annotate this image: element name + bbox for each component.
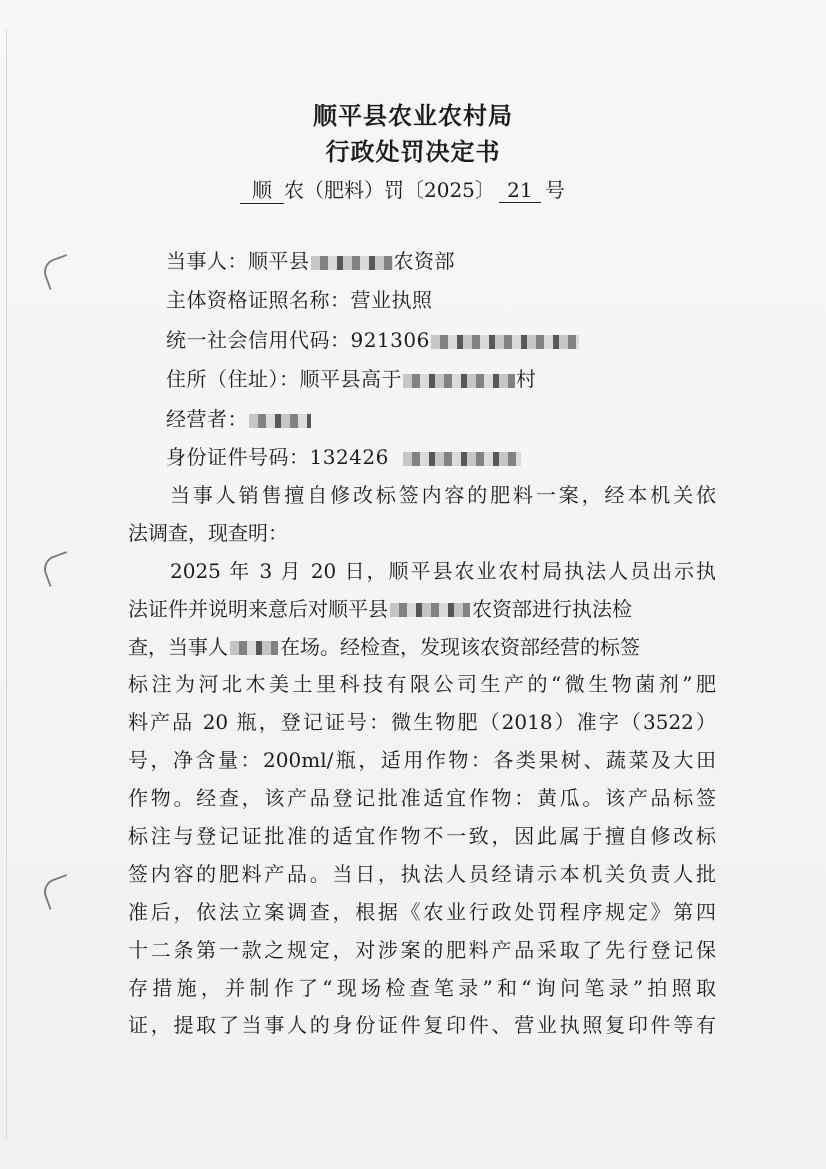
address-suffix: 村 <box>516 367 537 391</box>
redaction-mask <box>390 603 470 617</box>
body-text-fragment: 在场。经检查，发现该农资部经营的标签 <box>280 634 640 659</box>
credit-code-line <box>166 324 580 353</box>
redaction-mask <box>249 414 311 428</box>
body-line: 2025 年 3 月 20 日，顺平县农业农村局执法人员出示执 <box>170 558 716 583</box>
body-line: 十二条第一款之规定，对涉案的肥料产品采取了先行登记保 <box>128 937 716 962</box>
redaction-mask <box>230 641 278 655</box>
body-line-with-redaction <box>128 629 716 667</box>
punch-hole-mark <box>40 874 76 910</box>
id-number-value: 132426 <box>309 445 389 469</box>
address-line <box>166 363 537 392</box>
body-line: 当事人销售擅自修改标签内容的肥料一案，经本机关依 <box>170 483 716 507</box>
body-line: 证，提取了当事人的身份证件复印件、营业执照复印件等有 <box>128 1013 716 1038</box>
docno-number: 21 <box>499 178 541 203</box>
address-prefix: 顺平县高于 <box>299 367 402 391</box>
body-text <box>128 477 716 1045</box>
party-name-suffix: 农资部 <box>393 249 455 273</box>
license-value: 营业执照 <box>350 288 433 312</box>
body-text-fragment: 法证件并说明来意后对顺平县 <box>128 596 388 621</box>
body-line: 准后，依法立案调查，根据《农业行政处罚程序规定》第四 <box>128 899 716 924</box>
id-number-label: 身份证件号码： <box>166 445 310 469</box>
redaction-mask <box>403 452 521 466</box>
body-line: 标注与登记证批准的适宜作物不一致，因此属于擅自修改标 <box>128 824 716 849</box>
body-line: 作物。经查，该产品登记批准适宜作物：黄瓜。该产品标签 <box>128 786 716 811</box>
agency-title: 顺平县农业农村局 <box>313 101 513 130</box>
body-line: 标注为河北木美土里科技有限公司生产的“微生物菌剂”肥 <box>128 672 716 697</box>
operator-line <box>166 403 312 432</box>
body-line: 法调查，现查明： <box>128 520 288 545</box>
credit-code-value: 921306 <box>350 328 430 352</box>
body-line: 号，净含量：200ml/瓶，适用作物：各类果树、蔬菜及大田 <box>128 748 716 773</box>
party-name-label: 当事人： <box>166 249 248 273</box>
docno-mid: 农（肥料）罚〔2025〕 <box>284 178 495 202</box>
body-line: 料产品 20 瓶，登记证号：微生物肥（2018）准字（3522） <box>128 710 716 735</box>
document-title: 行政处罚决定书 <box>325 137 501 166</box>
party-name-prefix: 顺平县 <box>248 249 310 273</box>
scan-edge-line <box>6 30 7 1140</box>
body-line-with-redaction <box>128 591 716 629</box>
credit-code-label: 统一社会信用代码： <box>166 328 351 352</box>
punch-hole-mark <box>40 551 76 587</box>
body-text-fragment: 农资部进行执法检 <box>472 596 632 621</box>
license-line <box>166 284 433 313</box>
redaction-mask <box>403 374 515 388</box>
document-number <box>240 174 565 204</box>
id-number-line <box>166 441 522 470</box>
redaction-mask <box>431 335 579 349</box>
docno-suffix: 号 <box>544 178 565 202</box>
party-name-line <box>166 245 455 274</box>
punch-hole-mark <box>40 254 76 290</box>
docno-prefix: 顺 <box>240 174 284 204</box>
body-line: 签内容的肥料产品。当日，执法人员经请示本机关负责人批 <box>128 861 716 886</box>
address-label: 住所（住址）： <box>166 367 300 391</box>
body-text-fragment: 查，当事人 <box>128 634 228 659</box>
body-line: 存措施，并制作了“现场检查笔录”和“询问笔录”拍照取 <box>128 975 716 1000</box>
operator-label: 经营者： <box>166 407 248 431</box>
redaction-mask <box>311 256 393 270</box>
license-label: 主体资格证照名称： <box>166 288 351 312</box>
